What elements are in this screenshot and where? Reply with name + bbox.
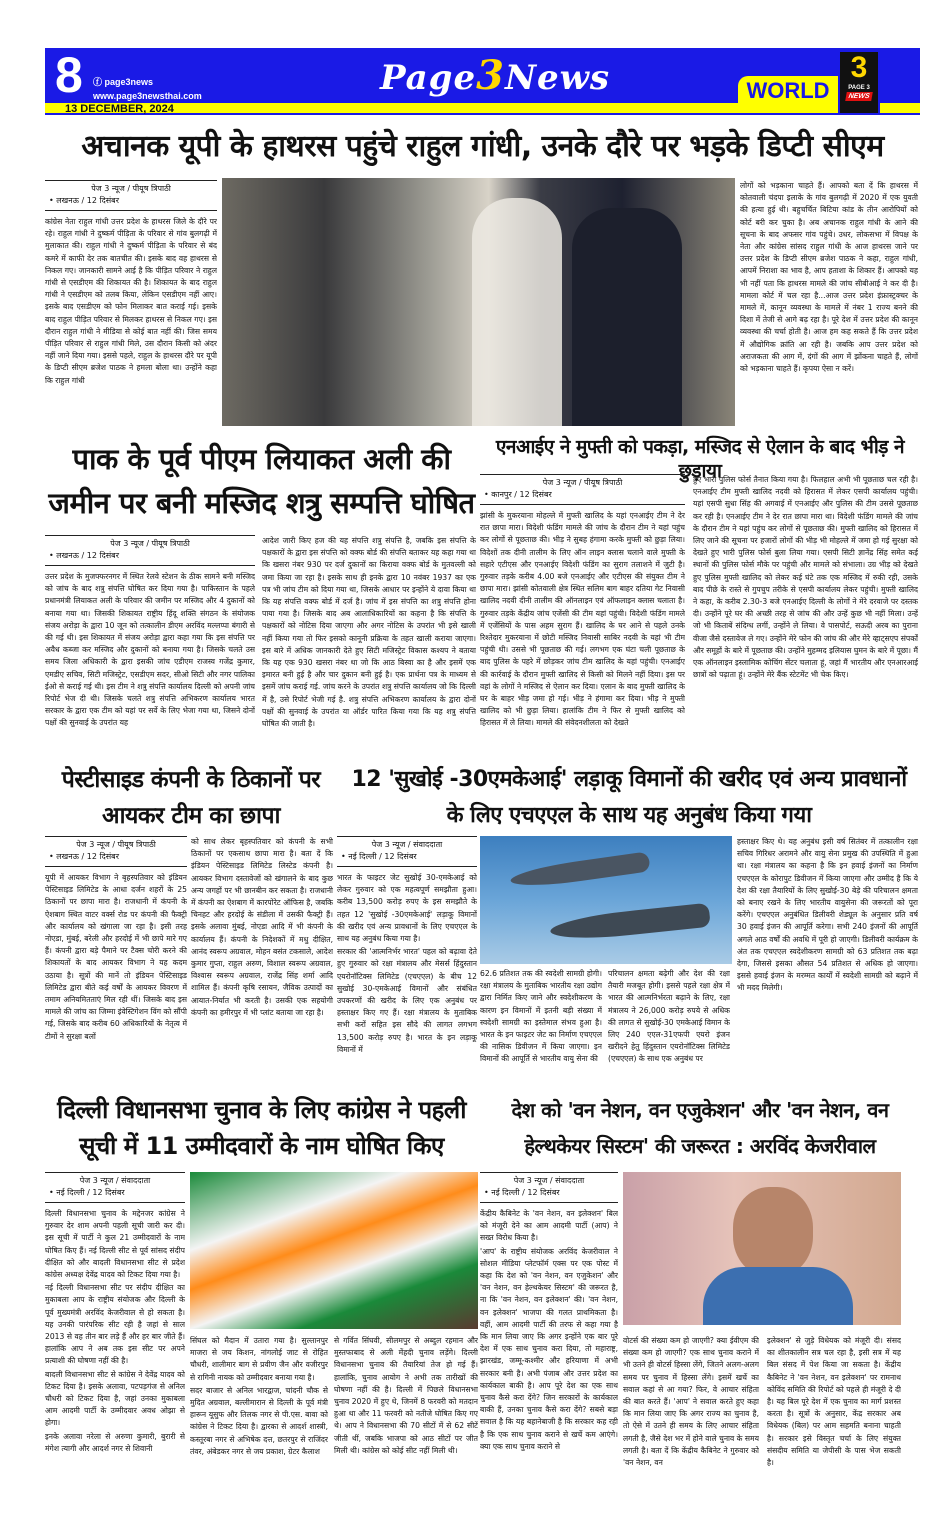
article-hathras-col2: लोगों को भड़काना चाहते हैं। आपको बता दें कि हाथरस में कोतवाली चंदपा इलाके के गांव बुलगढ़ी में 2020 में एक युवती की हत्या हुई थी। बहुचर्चित बिटिया कांड के तीन आरोपियों को कोर्ट बरी कर चुका है। अब अचानक राहुल गांधी के आने की सूचना के बाद अफसर गांव पहुंचे। उधर, लोकसभा में विपक्ष के नेता और कांग्रेस सांसद राहुल गांधी के आज हाथरस जाने पर उत्तर प्रदेश के डिप्टी सीएम ब्रजेश पाठक ने कहा, राहुल गांधी, आपमें निराशा का भाव है, आप हताशा के शिकार हैं। आपको यह भी नहीं पता कि हाथरस मामले की जांच सीबीआई ने कर दी है। मामला कोर्ट में चल रहा है...आज उत्तर प्रदेश इंफ्रास्ट्रक्चर के मामले में, कानून व्यवस्था के मामले में नंबर 1 राज्य बनने की दिशा में तेजी से आगे बढ़ रहा है। पूरे देश में उत्तर प्रदेश की कानून व्यवस्था की चर्चा होती है। आज हम कह सकते हैं कि उत्तर प्रदेश में औद्योगिक क्रांति आ रही है। जबकि आप उत्तर प्रदेश को अराजकता की आग में, दंगों की आग में झोंकना चाहते हैं, लोगों को भड़काना चाहते हैं। कृपया ऐसा न करें। — [740, 181, 918, 374]
social-links — [93, 75, 202, 103]
article-sukhoi-col4: हस्ताक्षर किए थे। यह अनुबंध इसी वर्ष सितंबर में तत्कालीन रक्षा सचिव गिरिधर अरामने और वायु सेना प्रमुख की उपस्थिति में हुआ था। रक्षा मंत्रालय का कहना है कि इन हवाई इंजनों का निर्माण एचएएल के कोरापुट डिवीजन में किया जाएगा और उम्मीद है कि ये देश की रक्षा तैयारियों के लिए सुखोई-30 बेड़े की परिचालन क्षमता को बनाए रखने के लिए भारतीय वायुसेना की जरूरतों को पूरा करेंगे। एचएएल अनुबंधित डिलीवरी शेड्यूल के अनुसार प्रति वर्ष 30 हवाई इंजन की आपूर्ति करेगा। सभी 240 इंजनों की आपूर्ति अगले आठ वर्षों की अवधि में पूरी हो जाएगी। डिलीवरी कार्यक्रम के अंत तक एचएएल स्वदेशीकरण सामग्री को 63 प्रतिशत तक बढ़ा देगा, जिससे इसका औसत 54 प्रतिशत से अधिक हो जाएगा। इससे हवाई इंजन के मरम्मत कार्यों में स्वदेशी सामग्री को बढ़ाने में भी मदद मिलेगी। — [737, 837, 918, 993]
issue-date: 13 DECEMBER, 2024 — [65, 103, 174, 115]
byline: पेज 3 न्यूज / पीयूष त्रिपाठी • लखनऊ / 12 दिसंबर — [45, 180, 217, 211]
article-sukhoi-col3: परिचालन क्षमता बढ़ेगी और देश की रक्षा तैयारी मजबूत होगी। इससे पहले रक्षा क्षेत्र में भारत की आत्मनिर्भरता बढ़ाने के लिए, रक्षा मंत्रालय ने 26,000 करोड़ रुपये से अधिक की लागत से सुखोई-30 एमकेआई विमान के लिए 240 एएल-31एफपी एयरो इंजन खरीदने हेतु हिंदुस्तान एयरोनॉटिक्स लिमिटेड (एचएएल) के साथ एक अनुबंध पर — [608, 969, 730, 1064]
byline: पेज 3 न्यूज / संवाददाता • नई दिल्ली / 12 दिसंबर — [45, 1172, 185, 1203]
page-number: 8 — [55, 47, 83, 103]
article-sukhoi-col2: 62.6 प्रतिशत तक की स्वदेशी सामग्री होगी। रक्षा मंत्रालय के मुताबिक भारतीय रक्षा उद्योग द्वारा निर्मित किए जाने और स्वदेशीकरण के कारण इन विमानों में इतनी बड़ी संख्या में स्वदेशी सामग्री का इस्तेमाल संभव हुआ है। भारत के इन फाइटर जेट का निर्माण एचएएल की नासिक डिवीजन में किया जाएगा। इन विमानों की आपूर्ति से भारतीय वायु सेना की — [480, 969, 602, 1064]
photo-arvind-kejriwal — [623, 1172, 901, 1325]
article-mosque-col1: पेज 3 न्यूज / पीयूष त्रिपाठी • लखनऊ / 12 दिसंबर उत्तर प्रदेश के मुजफ्फरनगर में स्थित रेलवे स्टेशन के ठीक सामने बनी मस्जिद को जांच के बाद शत्रु संपत्ति घोषित कर दिया गया है। पाकिस्तान के पहले प्रधानमंत्री लियाकत अली के परिवार की जमीन पर मस्जिद और 4 दुकानों को बनाया गया था। जिसकी शिकायत राष्ट्रीय हिंदू शक्ति संगठन के संयोजक संजय अरोड़ा के द्वारा 10 जून को तत्कालीन डीएम अरविंद मल्लप्पा बंगारी से की गई थी। इस शिकायत में संजय अरोड़ा द्वारा कहा गया कि इस संपत्ति पर अवैध कब्जा कर मस्जिद और दुकानों को बनाया गया है। जिसके चलते उस समय जिला अधिकारी के द्वारा इसकी जांच एडीएम राजस्व गजेंद्र कुमार, एमडीए सचिव, सिटी मजिस्ट्रेट, एसडीएम सदर, सीओ सिटी और नगर पालिका ईओ से कराई गई थी। इस टीम ने शत्रु संपत्ति कार्यालय दिल्ली को अपनी जांच रिपोर्ट भेज दी थी। जिसके चलते शत्रु संपत्ति अभिकरण कार्यालय भारत सरकार के द्वारा एक टीम को यहां पर सर्वे के लिए भेजा गया था, जिसने दोनों पक्षों की सुनवाई के उपरांत यह — [45, 535, 255, 750]
byline: पेज 3 न्यूज / पीयूष त्रिपाठी • लखनऊ / 12 दिसंबर — [45, 535, 255, 566]
article-hathras-col1: पेज 3 न्यूज / पीयूष त्रिपाठी • लखनऊ / 12 दिसंबर कांग्रेस नेता राहुल गांधी उत्तर प्रदेश के हाथरस जिले के दौरे पर रहे। राहुल गांधी ने दुष्कर्म पीड़िता के परिवार से गांव बुलगढ़ी में मुलाकात की। राहुल गांधी ने दुष्कर्म पीड़िता के परिवार से बंद कमरे में काफी देर तक बातचीत की। इसके बाद वह हाथरस से निकल गए। जानकारी सामने आई है कि पीड़ित परिवार ने राहुल गांधी से एसडीएम की शिकायत की है। शिकायत के बाद राहुल गांधी ने एसडीएम को तलब किया, लेकिन एसडीएम नहीं आए। इसके बाद एसडीएम को फोन मिलाकर बात कराई गई। इसके बाद राहुल पीड़ित परिवार से मिलकर हाथरस से निकल गए। इस दौरान राहुल गांधी ने मीडिया से कोई बात नहीं की। जिस समय पीड़ित परिवार से राहुल गांधी मिले, उस दौरान किसी को अंदर नहीं जाने दिया गया। इससे पहले, राहुल के हाथरस दौरे पर यूपी के डिप्टी सीएम ब्रजेश पाठक ने हमला बोला था। उन्होंने कहा कि राहुल गांधी — [45, 180, 217, 426]
article-congress-col2: सिंघल को मैदान में उतारा गया है। सुल्तानपुर माजरा से जय किशन, नांगलोई जाट से रोहित चौधरी, शालीमार बाग से प्रवीण जैन और वजीरपुर से रागिनी नायक को उम्मीदवार बनाया गया है। सदर बाजार से अनिल भारद्वाज, चांदनी चौक से मुदित अग्रवाल, बल्लीमारान से दिल्ली के पूर्व मंत्री हारून यूसुफ और तिलक नगर से पी.एस. बावा को कांग्रेस ने टिकट दिया है। द्वारका से आदर्श शास्त्री, कस्तूरबा नगर से अभिषेक दत्त, छतरपुर से राजिंदर तंवर, अंबेडकर नगर से जय प्रकाश, ग्रेटर कैलाश — [190, 1336, 328, 1456]
section-label: WORLD — [738, 76, 838, 105]
article-nia-col2: हुए भारी पुलिस फोर्स तैनात किया गया है। फिलहाल अभी भी पूछताछ चल रही है। एनआईए टीम मुफ्ती खालिद नदवी को हिरासत में लेकर एसपी कार्यालय पहुंची। यहां एसपी सुधा सिंह की अगवाई में एनआईए और पुलिस की टीम उससे पूछताछ कर रही है। एनआईए टीम ने देर रात छापा मारा था। विदेशी फंडिंग मामले की जांच के दौरान टीम ने यहां पहुंच कर लोगों से पूछताछ की। मुफ्ती खालिद को हिरासत में लिए जाने की सूचना पर हजारों लोगों की भीड़ भी मोहल्ले में जमा हो गई सुरक्षा को देखते हुए भारी पुलिस फोर्स बुला लिया गया। एसपी सिटी ज्ञानेंद्र सिंह समेत कई स्थानों की पुलिस फोर्स मौके पर पहुंची और मामले को संभाला। उग्र भीड़ को देखते हुए पुलिस मुफ्ती खालिद को लेकर कई घंटे तक एक मस्जिद में रुकी रही, उसके बाद पीछे के रास्ते से गुपचुप तरीके से एसपी कार्यालय लेकर पहुंची। मुफ्ती खालिद ने कहा, के करीब 2.30-3 बजे एनआईए दिल्ली के लोगों ने मेरे दरवाजे पर दस्तक दी। उन्होंने पूरे घर की अच्छी तरह से जांच की और उन्हें कुछ भी नहीं मिला। उन्हें जो भी किताबें संदिग्ध लगीं, उन्होंने ले लिया। वे पासपोर्ट, सऊदी अरब का पुराना वीजा जैसे दस्तावेज ले गए। उन्होंने मेरे फोन की जांच की और मेरे व्हाट्सएप संपर्कों और समूहों के बारे में पूछताछ की। उन्होंने मुहम्मद इलियास घुमन के बारे में पूछा। मैं एक ऑनलाइन इस्लामिक कोचिंग सेंटर चलाता हूं, जहां मैं भारतीय और एनआरआई छात्रों को पढ़ाता हूं। उन्होंने मेरे बैंक स्टेटमेंट भी चेक किए। — [693, 475, 918, 680]
byline: पेज 3 न्यूज / संवाददाता • नई दिल्ली / 12 दिसंबर — [337, 836, 477, 867]
headline-sukhoi-deal: 12 'सुखोई -30एमकेआई' लड़ाकू विमानों की खरीद एवं अन्य प्रावधानों के लिए एचएएल के साथ यह अनुबंध किया गया — [351, 767, 907, 828]
byline: पेज 3 न्यूज / पीयूष त्रिपाठी • लखनऊ / 12 दिसंबर — [45, 836, 187, 867]
article-kejriwal-col3: इलेक्शन' से जुड़े विधेयक को मंजूरी दी। संसद का शीतकालीन सत्र चल रहा है, इसी सत्र में यह बिल संसद में पेश किया जा सकता है। केंद्रीय कैबिनेट ने 'वन नेशन, वन इलेक्शन' पर रामनाथ कोविंद समिति की रिपोर्ट को पहले ही मंजूरी दे दी है। यह बिल पूरे देश में एक चुनाव का मार्ग प्रशस्त करता है। सूत्रों के अनुसार, केंद्र सरकार अब विधेयक (बिल) पर आम सहमति बनाना चाहती है। सरकार इसे विस्तृत चर्चा के लिए संयुक्त संसदीय समिति या जेपीसी के पास भेज सकती है। — [767, 1336, 901, 1468]
byline: पेज 3 न्यूज / संवाददाता • नई दिल्ली / 12 दिसंबर — [480, 1172, 618, 1203]
article-sukhoi-col1: पेज 3 न्यूज / संवाददाता • नई दिल्ली / 12 दिसंबर भारत के फाइटर जेट सुखोई 30-एमकेआई को लेकर गुरुवार को एक महत्वपूर्ण समझौता हुआ। करीब 13,500 करोड़ रुपए के इस समझौते के तहत 12 'सुखोई -30एमकेआई' लड़ाकू विमानों की खरीद एवं अन्य प्रावधानों के लिए एचएएल के साथ यह अनुबंध किया गया है। सरकार की 'आत्मनिर्भर भारत' पहल को बढ़ावा देते हुए गुरुवार को रक्षा मंत्रालय और मेसर्स हिंदुस्तान एयरोनॉटिक्स लिमिटेड (एचएएल) के बीच 12 सुखोई 30-एमकेआई विमानों और संबंधित उपकरणों की खरीद के लिए एक अनुबंध पर हस्ताक्षर किए गए हैं। रक्षा मंत्रालय के मुताबिक सभी करों सहित इस सौदे की लागत लगभग 13,500 करोड़ रुपए है। भारत के इन लड़ाकू विमानों में — [337, 836, 477, 1080]
page3-badge-logo: 3 PAGE 3 NEWS — [838, 50, 880, 115]
photo-congress-flags — [190, 1172, 478, 1329]
photo-rahul-gandhi-hathras — [222, 178, 735, 426]
article-kejriwal-col1: पेज 3 न्यूज / संवाददाता • नई दिल्ली / 12 दिसंबर केंद्रीय कैबिनेट के 'वन नेशन, वन इलेक्शन' बिल को मंजूरी देने का आम आदमी पार्टी (आप) ने सख्त विरोध किया है। 'आप' के राष्ट्रीय संयोजक अरविंद केजरीवाल ने सोशल मीडिया प्लेटफॉर्म एक्स पर एक पोस्ट में कहा कि देश को 'वन नेशन, वन एजुकेशन' और 'वन नेशन, वन हेल्थकेयर सिस्टम' की जरूरत है, ना कि 'वन नेशन, वन इलेक्शन' की। 'वन नेशन, वन इलेक्शन' भाजपा की गलत प्राथमिकता है। वहीं, आम आदमी पार्टी की तरफ से कहा गया है कि मान लिया जाए कि अगर इन्होंने एक बार पूरे देश में एक साथ चुनाव करा दिया, तो महाराष्ट्र, झारखंड, जम्मू-कश्मीर और हरियाणा में अभी सरकार बनी है। अभी पंजाब और उत्तर प्रदेश का कार्यकाल बाकी है। आप पूरे देश का एक साथ चुनाव कैसे करा देंगे? जिन सरकारों के कार्यकाल बाकी हैं, उनका चुनाव कैसे करा देंगे? सबसे बड़ा सवाल है कि यह बहानेबाजी है कि सरकार कह रही है कि एक साथ चुनाव कराने से खर्चे कम आएंगे। क्या एक साथ चुनाव कराने से — [480, 1172, 618, 1522]
article-kejriwal-col2: वोटर्स की संख्या कम हो जाएगी? क्या ईवीएम की संख्या कम हो जाएगी? एक साथ चुनाव कराने में भी उतने ही वोटर्स हिस्सा लेंगे, जितने अलग-अलग समय पर चुनाव में हिस्सा लेंगे। इसमें खर्चे का सवाल कहां से आ गया? फिर, वे आचार संहिता की बात करते हैं। 'आप' ने सवाल करते हुए कहा कि मान लिया जाए कि अगर राज्य का चुनाव है, तो ऐसे में उतने ही समय के लिए आचार संहिता लगती है, जैसे देश भर में होने वाले चुनाव के समय लगती है। बता दें कि केंद्रीय कैबिनेट ने गुरुवार को 'वन नेशन, वन — [623, 1336, 759, 1468]
headline-hathras: अचानक यूपी के हाथरस पहुंचे राहुल गांधी, उनके दौरे पर भड़के डिप्टी सीएम — [81, 129, 884, 164]
website-link[interactable]: www.page3newsthai.com — [93, 91, 202, 101]
byline: पेज 3 न्यूज / पीयूष त्रिपाठी • कानपुर / 12 दिसंबर — [480, 474, 685, 505]
headline-nia-mufti: एनआईए ने मुफ्ती को पकड़ा, मस्जिद से ऐलान के बाद भीड़ ने छुड़ाया — [495, 436, 905, 482]
facebook-icon: ⓕ — [93, 77, 105, 87]
article-congress-col3: से गर्वित सिंघवी, सीलमपुर से अब्दुल रहमान और मुस्तफाबाद से अली मेंहदी चुनाव लड़ेंगे। दिल्ली विधानसभा चुनाव की तैयारियां तेज हो गई हैं। हालांकि, चुनाव आयोग ने अभी तक तारीखों की घोषणा नहीं की है। दिल्ली में पिछले विधानसभा चुनाव 2020 में हुए थे, जिनमें 8 फरवरी को मतदान हुआ था और 11 फरवरी को नतीजे घोषित किए गए थे। आप ने विधानसभा की 70 सीटों में से 62 सीटें जीती थीं, जबकि भाजपा को आठ सीटों पर जीत मिली थी। कांग्रेस को कोई सीट नहीं मिली थी। — [334, 1336, 478, 1455]
photo-sukhoi-jets — [480, 836, 732, 964]
article-pesticide-col1: पेज 3 न्यूज / पीयूष त्रिपाठी • लखनऊ / 12 दिसंबर यूपी में आयकर विभाग ने बृहस्पतिवार को इंडियन पेस्टिसाइड लिमिटेड के आधा दर्जन शहरों के 25 ठिकानों पर छापा मारा है। राजधानी में कंपनी के ऐशबाग स्थित वाटर वर्क्स रोड पर कंपनी की फैक्ट्री और कार्यालय को खंगाला जा रहा है। इसी तरह नोएडा, मुंबई, बरेली और हरदोई में भी छापे मारे गए हैं। कंपनी द्वारा बड़े पैमाने पर टैक्स चोरी करने की शिकायतों के बाद आयकर विभाग ने यह कदम उठाया है। सूत्रों की मानें तो इंडियन पेस्टिसाइड लिमिटेड द्वारा बीते कई वर्षों के आयकर विवरण में तमाम अनियमितताएं मिल रही थीं। जिसके बाद इस मामले की जांच का जिम्मा इंवेस्टिगेशन विंग को सौंपी गई, जिसके बाद करीब 60 अधिकारियों के नेतृत्व में टीमों ने सुरक्षा बलों — [45, 836, 187, 1080]
headline-kejriwal-one-nation: देश को 'वन नेशन, वन एजुकेशन' और 'वन नेशन, वन हेल्थकेयर सिस्टम' की जरूरत : अरविंद केजरीवाल — [511, 1098, 889, 1158]
article-congress-col1: पेज 3 न्यूज / संवाददाता • नई दिल्ली / 12 दिसंबर दिल्ली विधानसभा चुनाव के मद्देनजर कांग्रेस ने गुरुवार देर शाम अपनी पहली सूची जारी कर दी। इस सूची में पार्टी ने कुल 21 उम्मीदवारों के नाम घोषित किए हैं। नई दिल्ली सीट से पूर्व सांसद संदीप दीक्षित को और बादली विधानसभा सीट से प्रदेश कांग्रेस अध्यक्ष देवेंद्र यादव को टिकट दिया गया है। नई दिल्ली विधानसभा सीट पर संदीप दीक्षित का मुकाबला आप के राष्ट्रीय संयोजक और दिल्ली के पूर्व मुख्यमंत्री अरविंद केजरीवाल से हो सकता है। यह उनकी पारंपरिक सीट रही है जहां से साल 2013 से वह तीन बार लड़े हैं और हर बार जीते हैं। हालांकि आप ने अब तक इस सीट पर अपने प्रत्याशी की घोषणा नहीं की है। बादली विधानसभा सीट से कांग्रेस ने देवेंद्र यादव को टिकट दिया है। इसके अलावा, पटपड़गंज से अनिल चौधरी को टिकट दिया है, जहां उनका मुकाबला आम आदमी पार्टी के उम्मीदवार अवध ओझा से होगा। इनके अलावा नरेला से अरुणा कुमारी, बुरारी से मंगेश त्यागी और आदर्श नगर से शिवानी — [45, 1172, 185, 1522]
article-pesticide-col2: को साथ लेकर बृहस्पतिवार को कंपनी के सभी ठिकानों पर एकसाथ छापा मारा है। बता दें कि इंडियन पेस्टिसाइड लिमिटेड लिस्टेड कंपनी है। आयकर विभाग दस्तावेजों को खंगालने के बाद कुछ अन्य जगहों पर भी छानबीन कर सकता है। राजधानी में कंपनी का ऐशबाग में कारपोरेट ऑफिस है, जबकि चिनहट और हरदोई के संडीला में उसकी फैक्ट्री हैं। इसके अलावा मुंबई, नोएडा आदि में भी कंपनी के कार्यालय हैं। कंपनी के निदेशकों में मधु दीक्षित, आनंद स्वरूप अग्रवाल, मोहन बसंत टकसाले, आदेश कुमार गुप्ता, राहुल अरुण, विशाल स्वरूप अग्रवाल, विश्वास स्वरूप अग्रवाल, राजेंद्र सिंह शर्मा आदि शामिल हैं। कंपनी कृषि रसायन, जैविक उत्पादों का आयात-निर्यात भी करती है। उसकी एक सहयोगी कंपनी का हमीरपुर में भी प्लांट बताया जा रहा है। — [191, 837, 333, 1017]
headline-liaquat-ali-mosque: पाक के पूर्व पीएम लियाकत अली की जमीन पर बनी मस्जिद शत्रु सम्पत्ति घोषित — [48, 442, 475, 520]
facebook-handle[interactable]: page3news — [104, 77, 154, 87]
headline-congress-delhi-list: दिल्ली विधानसभा चुनाव के लिए कांग्रेस ने पहली सूची में 11 उम्मीदवारों के नाम घोषित किए — [57, 1096, 466, 1160]
article-nia-col1: पेज 3 न्यूज / पीयूष त्रिपाठी • कानपुर / 12 दिसंबर झांसी के मुकरयाना मोहल्ले में मुफ्ती खालिद के यहां एनआईए टीम ने देर रात छापा मारा। विदेशी फंडिंग मामले की जांच के दौरान टीम ने यहां पहुंच कर लोगों से पूछताछ की। भीड़ ने सुबह हंगामा करके मुफ्ती को छुड़ा लिया। विदेशों तक दीनी तालीम के लिए ऑन लाइन क्लास चलाने वाले मुफ्ती के सहारे एटीएस और एनआईए विदेशी फंडिंग का सुराग तलाशने में जुटी है। गुरुवार तड़के करीब 4.00 बजे एनआईए और एटीएस की संयुक्त टीम ने छापा मारा। झांसी कोतवाली क्षेत्र स्थित सलिम बाग बाहर दतिया गेट निवासी खालिद नदवी दीनी तालीम की ऑनलाइन एवं ऑफलाइन क्लास चलाता है। गुरुवार तड़के केंद्रीय जांच एजेंसी की टीम यहां पहुंची। विदेशी फंडिंग मामले में एजेंसियों के पास अहम सुराग हैं। खालिद के घर आने से पहले उनके रिश्तेदार मुकरयाना में छोटी मस्जिद निवासी साबिर नदवी के यहां भी टीम पहुंची थी। उससे भी पूछताछ की गई। लगभग एक घंटा चली पूछताछ के बाद पुलिस के पहरे में छोड़कर जांच टीम खालिद के यहां पहुंची। एनआईए की कार्रवाई के दौरान मुफ्ती खालिद से किसी को मिलने नहीं दिया। इस पर वहां के लोगों ने मस्जिद से ऐलान कर दिया। एलान के बाद मुफ्ती खालिद के घर के बाहर भीड़ जमा हो गई। भीड़ ने हंगामा कर दिया। भीड़ ने मुफ्ती खालिद को भी छुड़ा लिया। हालांकि टीम ने फिर से मुफ्ती खालिद को हिरासत में ले लिया। मामले की संवेदनशीलता को देखते — [480, 474, 685, 750]
newspaper-logo: Page3News — [380, 52, 611, 99]
headline-pesticide-raid: पेस्टीसाइड कंपनी के ठिकानों पर आयकर टीम का छापा — [61, 767, 321, 829]
article-mosque-col2: आदेश जारी किए हज की यह संपत्ति शत्रु संपत्ति है, जबकि इस संपत्ति के पक्षकारों के द्वारा इस संपत्ति को वक्फ बोर्ड की संपत्ति बताकर यह कहा गया था कि खसरा नंबर 930 पर दर्ज दुकानों का किराया वक्फ बोर्ड के मुतवल्ली को जमा किया जा रहा है। इसके साथ ही इनके द्वारा 10 नवंबर 1937 का एक पत्र भी जांच टीम को दिया गया था, जिसके आधार पर इन्होंने ये दावा किया था कि यह संपत्ति वक्फ बोर्ड में दर्ज है। जांच में इस संपत्ति का शत्रु संपत्ति होना पाया गया है। जिसके बाद अब आलाधिकारियों का कहना है कि संपत्ति के पक्षकारों को नोटिस दिया जाएगा और अगर नोटिस के उपरांत भी इसे खाली नहीं किया गया तो फिर इसको कानूनी प्रक्रिया के तहत खाली कराया जाएगा। इस बारे में अधिक जानकारी देते हुए सिटी मजिस्ट्रेट विकास कश्यप ने बताया कि यह एक 930 खसरा नंबर था जो कि आठ बिस्वा का है और इसमें एक इमारत बनी हुई है और चार दुकान बनी हुई है। एक प्रार्थना पत्र के माध्यम से इसमें जांच कराई गई. जांच करने के उपरांत शत्रु संपत्ति कार्यालय जो कि दिल्ली में है, उसे रिपोर्ट भेजी गई है. शत्रु संपत्ति अभिकरण कार्यालय के द्वारा दोनों पक्षों की सुनवाई के उपरांत या ऑर्डर पारित किया गया कि यह शत्रु संपत्ति घोषित की जाती है। — [262, 536, 476, 729]
